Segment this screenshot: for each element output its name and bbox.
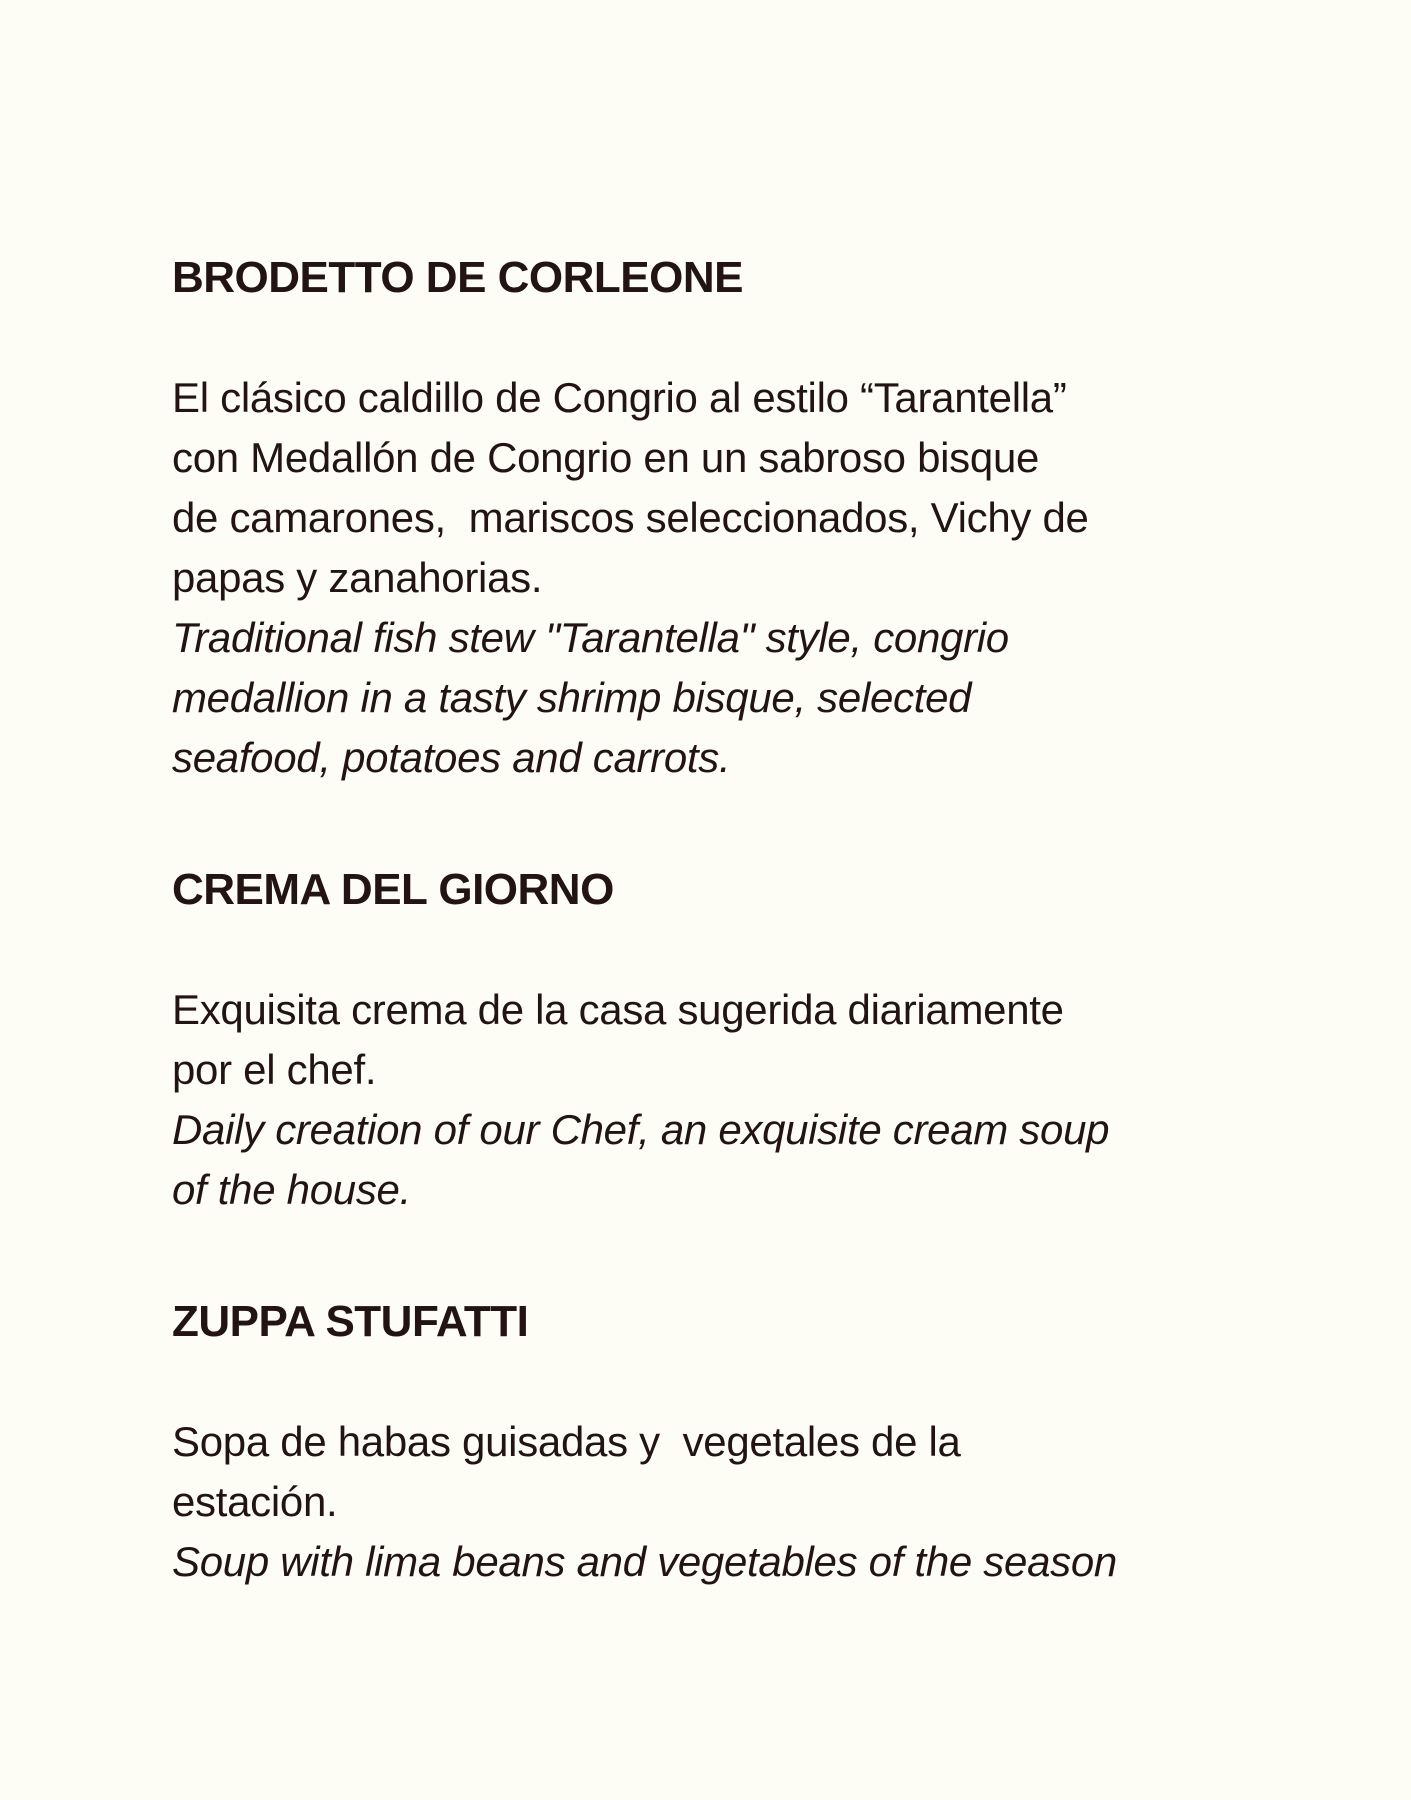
soup-menu [172, 248, 1252, 1592]
dish-description-spanish [172, 1412, 1252, 1532]
description-line: seafood, potatoes and carrots. [172, 734, 731, 781]
dish-crema-del-giorno [172, 860, 1252, 1220]
description-line: Sopa de habas guisadas y vegetales de la [172, 1418, 961, 1465]
description-line: Daily creation of our Chef, an exquisite cream soup [172, 1106, 1110, 1153]
description-line: El clásico caldillo de Congrio al estilo “Tarantella” [172, 374, 1067, 421]
dish-zuppa-stufatti [172, 1292, 1252, 1592]
description-line: Soup with lima beans and vegetables of the season [172, 1538, 1117, 1585]
description-line: con Medallón de Congrio en un sabroso bisque [172, 434, 1040, 481]
dish-description-english [172, 1100, 1252, 1220]
dish-name: CREMA DEL GIORNO [172, 865, 614, 914]
dish-description-english [172, 608, 1252, 788]
description-line: Exquisita crema de la casa sugerida diariamente [172, 986, 1064, 1033]
dish-description-spanish [172, 980, 1252, 1100]
dish-name: ZUPPA STUFATTI [172, 1297, 529, 1346]
description-line: Traditional fish stew "Tarantella" style, congrio [172, 614, 1009, 661]
dish-name: BRODETTO DE CORLEONE [172, 253, 744, 302]
description-line: estación. [172, 1478, 338, 1525]
description-line: of the house. [172, 1166, 411, 1213]
description-line: por el chef. [172, 1046, 377, 1093]
dish-description-spanish [172, 368, 1252, 608]
description-line: papas y zanahorias. [172, 554, 543, 601]
dish-brodetto [172, 248, 1252, 788]
dish-description-english [172, 1532, 1252, 1592]
description-line: medallion in a tasty shrimp bisque, selected [172, 674, 972, 721]
description-line: de camarones, mariscos seleccionados, Vichy de [172, 494, 1089, 541]
